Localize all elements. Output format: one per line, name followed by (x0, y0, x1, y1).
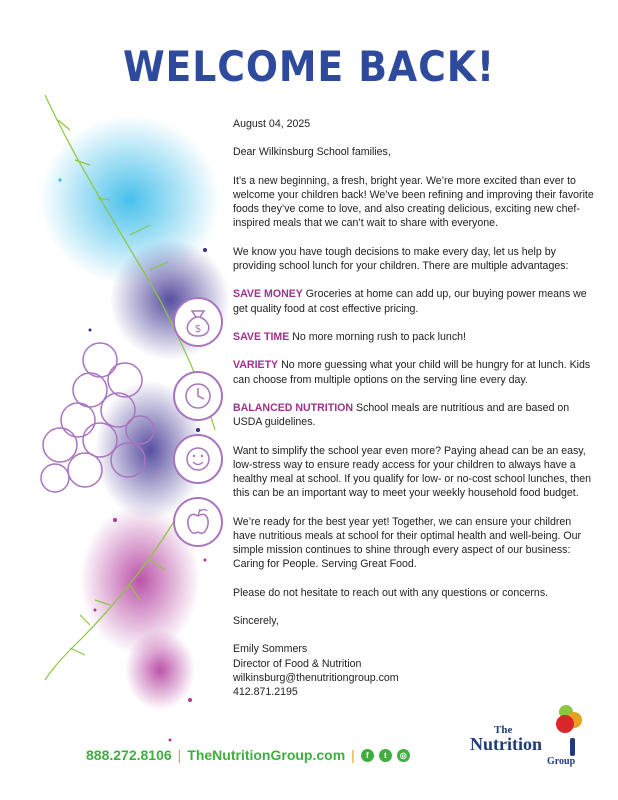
benefit-text: No more guessing what your child will be hungry for at lunch. Kids can choose from multiple options on the serving line every day. (233, 359, 591, 386)
letter-greeting: Dear Wilkinsburg School families, (233, 146, 391, 159)
benefit-save-time (233, 330, 595, 344)
signer-email[interactable]: wilkinsburg@thenutritiongroup.com (233, 671, 399, 684)
apple-icon (174, 498, 222, 546)
letter-date: August 04, 2025 (233, 118, 311, 130)
benefit-variety (233, 358, 595, 386)
benefit-text: School meals are nutritious and are based on USDA guidelines. (233, 401, 570, 429)
benefit-label: VARIETY (233, 359, 279, 372)
benefit-label: SAVE MONEY (233, 288, 303, 301)
facebook-icon[interactable]: f (361, 749, 374, 762)
page-title: WELCOME BACK! (122, 42, 496, 91)
twitter-icon[interactable]: t (379, 749, 392, 762)
logo-line2: Nutrition (470, 734, 542, 754)
benefit-label: SAVE TIME (233, 330, 290, 343)
benefit-save-money (233, 287, 595, 315)
footer-website[interactable]: TheNutritionGroup.com (187, 747, 346, 763)
intro-paragraph: It’s a new beginning, a fresh, bright year. We’re more excited than ever to welcome your children back! We’ve been refining and improving their favorite foods they’ve come to love, and also creating delicious, exciting new chef-inspired meals that we can’t wait to share with everyone. (233, 174, 594, 230)
svg-text:$: $ (194, 322, 202, 335)
logo-line3: Group (547, 756, 576, 767)
clock-icon (174, 372, 222, 420)
mission-paragraph: We’re ready for the best year yet! Together, we can ensure your children have nutritious meals at school for their optimal health and well-being. Our simple mission continues to shine through every aspect of our business: Caring for People. Serving Great Food. (233, 515, 582, 571)
contact-paragraph: Please do not hesitate to reach out with any questions or concerns. (233, 586, 549, 599)
pay-ahead-paragraph: Want to simplify the school year even more? Paying ahead can be an easy, low-stress way to ensure ready access for your children to always have a healthy meal at school. If you qualify for low- or no-cost school lunches, then this can be an important way to meet your weekly household food budget. (233, 444, 592, 500)
footer (86, 745, 415, 765)
signature-block (233, 642, 595, 699)
benefit-text: Groceries at home can add up, our buying power means we get quality food at cost effective pricing. (233, 288, 587, 315)
letter-closing: Sincerely, (233, 614, 279, 627)
footer-phone[interactable]: 888.272.8106 (86, 747, 172, 763)
letter-body (233, 117, 595, 699)
advantages-paragraph: We know you have tough decisions to make every day, let us help by providing school lunch for your children. There are multiple advantages: (233, 245, 569, 272)
signer-name: Emily Sommers (233, 643, 308, 656)
benefit-label: BALANCED NUTRITION (233, 401, 354, 414)
money-bag-icon (174, 298, 222, 346)
signer-role: Director of Food & Nutrition (233, 657, 362, 670)
benefit-balanced-nutrition (233, 401, 595, 429)
logo-line1: The (494, 724, 513, 736)
signer-phone[interactable]: 412.871.2195 (233, 685, 298, 698)
nutrition-group-logo (470, 698, 590, 768)
footer-separator: | (351, 747, 355, 763)
footer-separator: | (177, 747, 182, 763)
smiley-icon (174, 435, 222, 483)
paint-splatter (40, 115, 230, 742)
benefit-text: No more morning rush to pack lunch! (289, 330, 466, 343)
instagram-icon[interactable]: ◎ (397, 749, 410, 762)
